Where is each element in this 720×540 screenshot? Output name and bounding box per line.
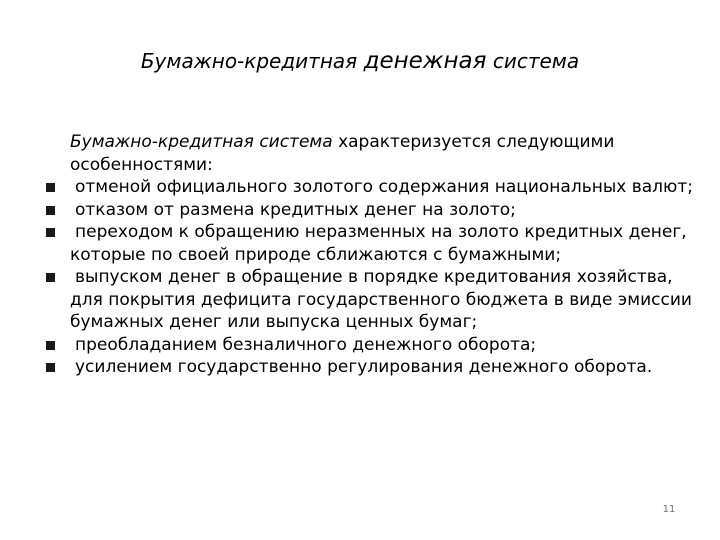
list-item-text: выпуском денег в обращение в порядке кредитования хозяйства, для покрытия дефицита государственного бюджета в виде эмиссии бумажных денег или выпуска ценных бумаг; <box>70 267 692 332</box>
title-part-2: денежная <box>363 48 487 74</box>
list-item-text: преобладанием безналичного денежного оборота; <box>75 334 537 355</box>
square-bullet-icon <box>46 363 55 372</box>
intro-text: характеризуется следующими особенностями: <box>70 132 615 175</box>
list-item <box>46 356 696 379</box>
list-item <box>46 334 696 357</box>
page-number: 11 <box>662 504 676 515</box>
list-item-text: переходом к обращению неразменных на золото кредитных денег, которые по своей природе сближаются с бумажными; <box>70 222 687 265</box>
list-item <box>46 199 696 222</box>
square-bullet-icon <box>46 183 55 192</box>
slide-title <box>0 46 720 76</box>
square-bullet-icon <box>46 206 55 215</box>
list-item <box>46 176 696 199</box>
title-part-3: система <box>492 49 580 73</box>
intro-paragraph <box>46 131 696 176</box>
list-item <box>46 266 696 334</box>
square-bullet-icon <box>46 228 55 237</box>
list-item-text: отменой официального золотого содержания национальных валют; <box>75 177 693 197</box>
list-item-text: усилением государственно регулирования денежного оборота. <box>75 357 653 377</box>
list-item <box>46 221 696 266</box>
square-bullet-icon <box>46 341 55 350</box>
list-item-text: отказом от размена кредитных денег на золото; <box>75 199 516 220</box>
slide-body <box>46 131 696 379</box>
square-bullet-icon <box>46 273 55 282</box>
title-part-1: Бумажно-кредитная <box>140 49 358 73</box>
intro-lead: Бумажно-кредитная система <box>70 132 333 152</box>
